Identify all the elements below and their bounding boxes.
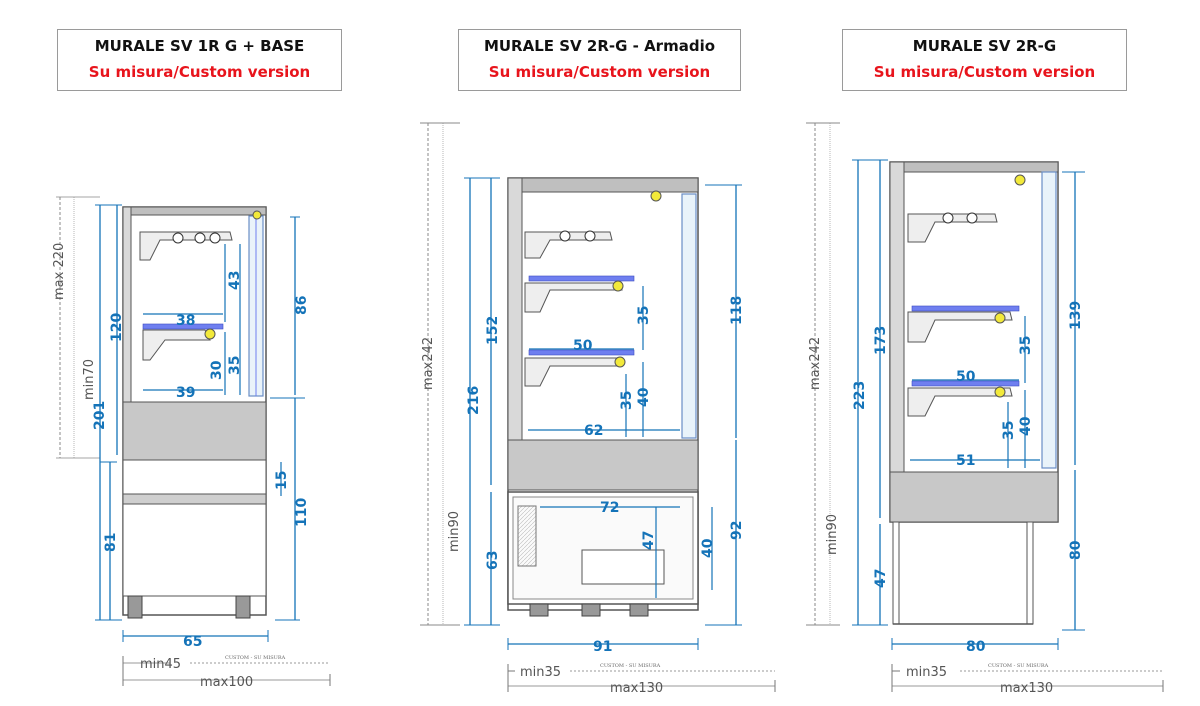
- p1-max-height: max 220: [52, 242, 67, 300]
- p2-max-height: max242: [421, 336, 436, 390]
- panel-2-subtitle: Su misura/Custom version: [488, 63, 711, 81]
- p2-width: 91: [593, 639, 613, 655]
- p2-base-height: 92: [729, 520, 745, 540]
- p2-custom-tag: CUSTOM - SU MISURA: [600, 663, 661, 669]
- p3-min-height: min90: [825, 513, 840, 555]
- p3-shelf-gap: 35: [1018, 335, 1034, 355]
- p1-glass-height: 86: [294, 295, 310, 315]
- p1-shelf-depth-top: 38: [176, 313, 196, 329]
- p3-shelf-gap-2: 35: [1001, 420, 1017, 440]
- p3-max-height: max242: [808, 336, 823, 390]
- p3-min-width: min35: [906, 665, 948, 680]
- p2-shelf-gap-2: 40: [636, 387, 652, 407]
- p1-shelf-gap: 43: [227, 270, 243, 290]
- p1-shelf-depth-bottom: 39: [176, 385, 196, 401]
- p1-base-height: 110: [294, 497, 310, 527]
- p2-cab-height-2: 40: [700, 538, 716, 558]
- panel-1-subtitle: Su misura/Custom version: [88, 63, 311, 81]
- p3-glass-height: 139: [1068, 300, 1084, 330]
- p1-shelf-gap-2: 35: [227, 355, 243, 375]
- p3-base-depth: 51: [956, 453, 976, 469]
- p2-cab-height: 47: [641, 530, 657, 550]
- p1-base-gap: 15: [274, 470, 290, 490]
- p2-upper-height: 152: [485, 315, 501, 345]
- p1-lower-height: 81: [103, 532, 119, 552]
- p1-gap-small: 30: [209, 360, 225, 380]
- p1-max-width: max100: [200, 675, 254, 690]
- p3-width: 80: [966, 639, 986, 655]
- p2-base-depth: 62: [584, 423, 604, 439]
- p2-glass-height: 118: [729, 295, 745, 325]
- p2-min-height: min90: [447, 510, 462, 552]
- p1-width: 65: [183, 634, 203, 650]
- p1-upper-height: 120: [109, 312, 125, 342]
- p2-min-width: min35: [520, 665, 562, 680]
- p3-shelf-gap-3: 40: [1018, 416, 1034, 436]
- panel-1-drawing: [56, 197, 330, 686]
- p3-upper-height: 173: [873, 325, 889, 355]
- p2-shelf-depth: 50: [573, 338, 593, 354]
- p2-cab-width: 72: [600, 500, 620, 516]
- p3-shelf-depth: 50: [956, 369, 976, 385]
- panel-1-title: MURALE SV 1R G + BASE: [94, 37, 305, 55]
- p2-shelf-gap: 35: [636, 305, 652, 325]
- p2-overall-height: 216: [466, 385, 482, 415]
- p1-min-height: min70: [82, 358, 97, 400]
- p3-max-width: max130: [1000, 681, 1054, 696]
- panel-2-title: MURALE SV 2R-G - Armadio: [483, 37, 716, 55]
- p1-min-width: min45: [140, 657, 182, 672]
- p1-overall-height: 201: [92, 400, 108, 430]
- panel-3-title: MURALE SV 2R-G: [912, 37, 1057, 55]
- p1-custom-tag: CUSTOM - SU MISURA: [225, 655, 286, 661]
- panel-3-subtitle: Su misura/Custom version: [873, 63, 1096, 81]
- p3-lower-height: 47: [873, 568, 889, 588]
- p2-lower-height: 63: [485, 550, 501, 570]
- p3-custom-tag: CUSTOM - SU MISURA: [988, 663, 1049, 669]
- p2-shelf-gap-3: 35: [619, 390, 635, 410]
- p2-max-width: max130: [610, 681, 664, 696]
- p3-overall-height: 223: [852, 380, 868, 410]
- p3-base-height: 80: [1068, 540, 1084, 560]
